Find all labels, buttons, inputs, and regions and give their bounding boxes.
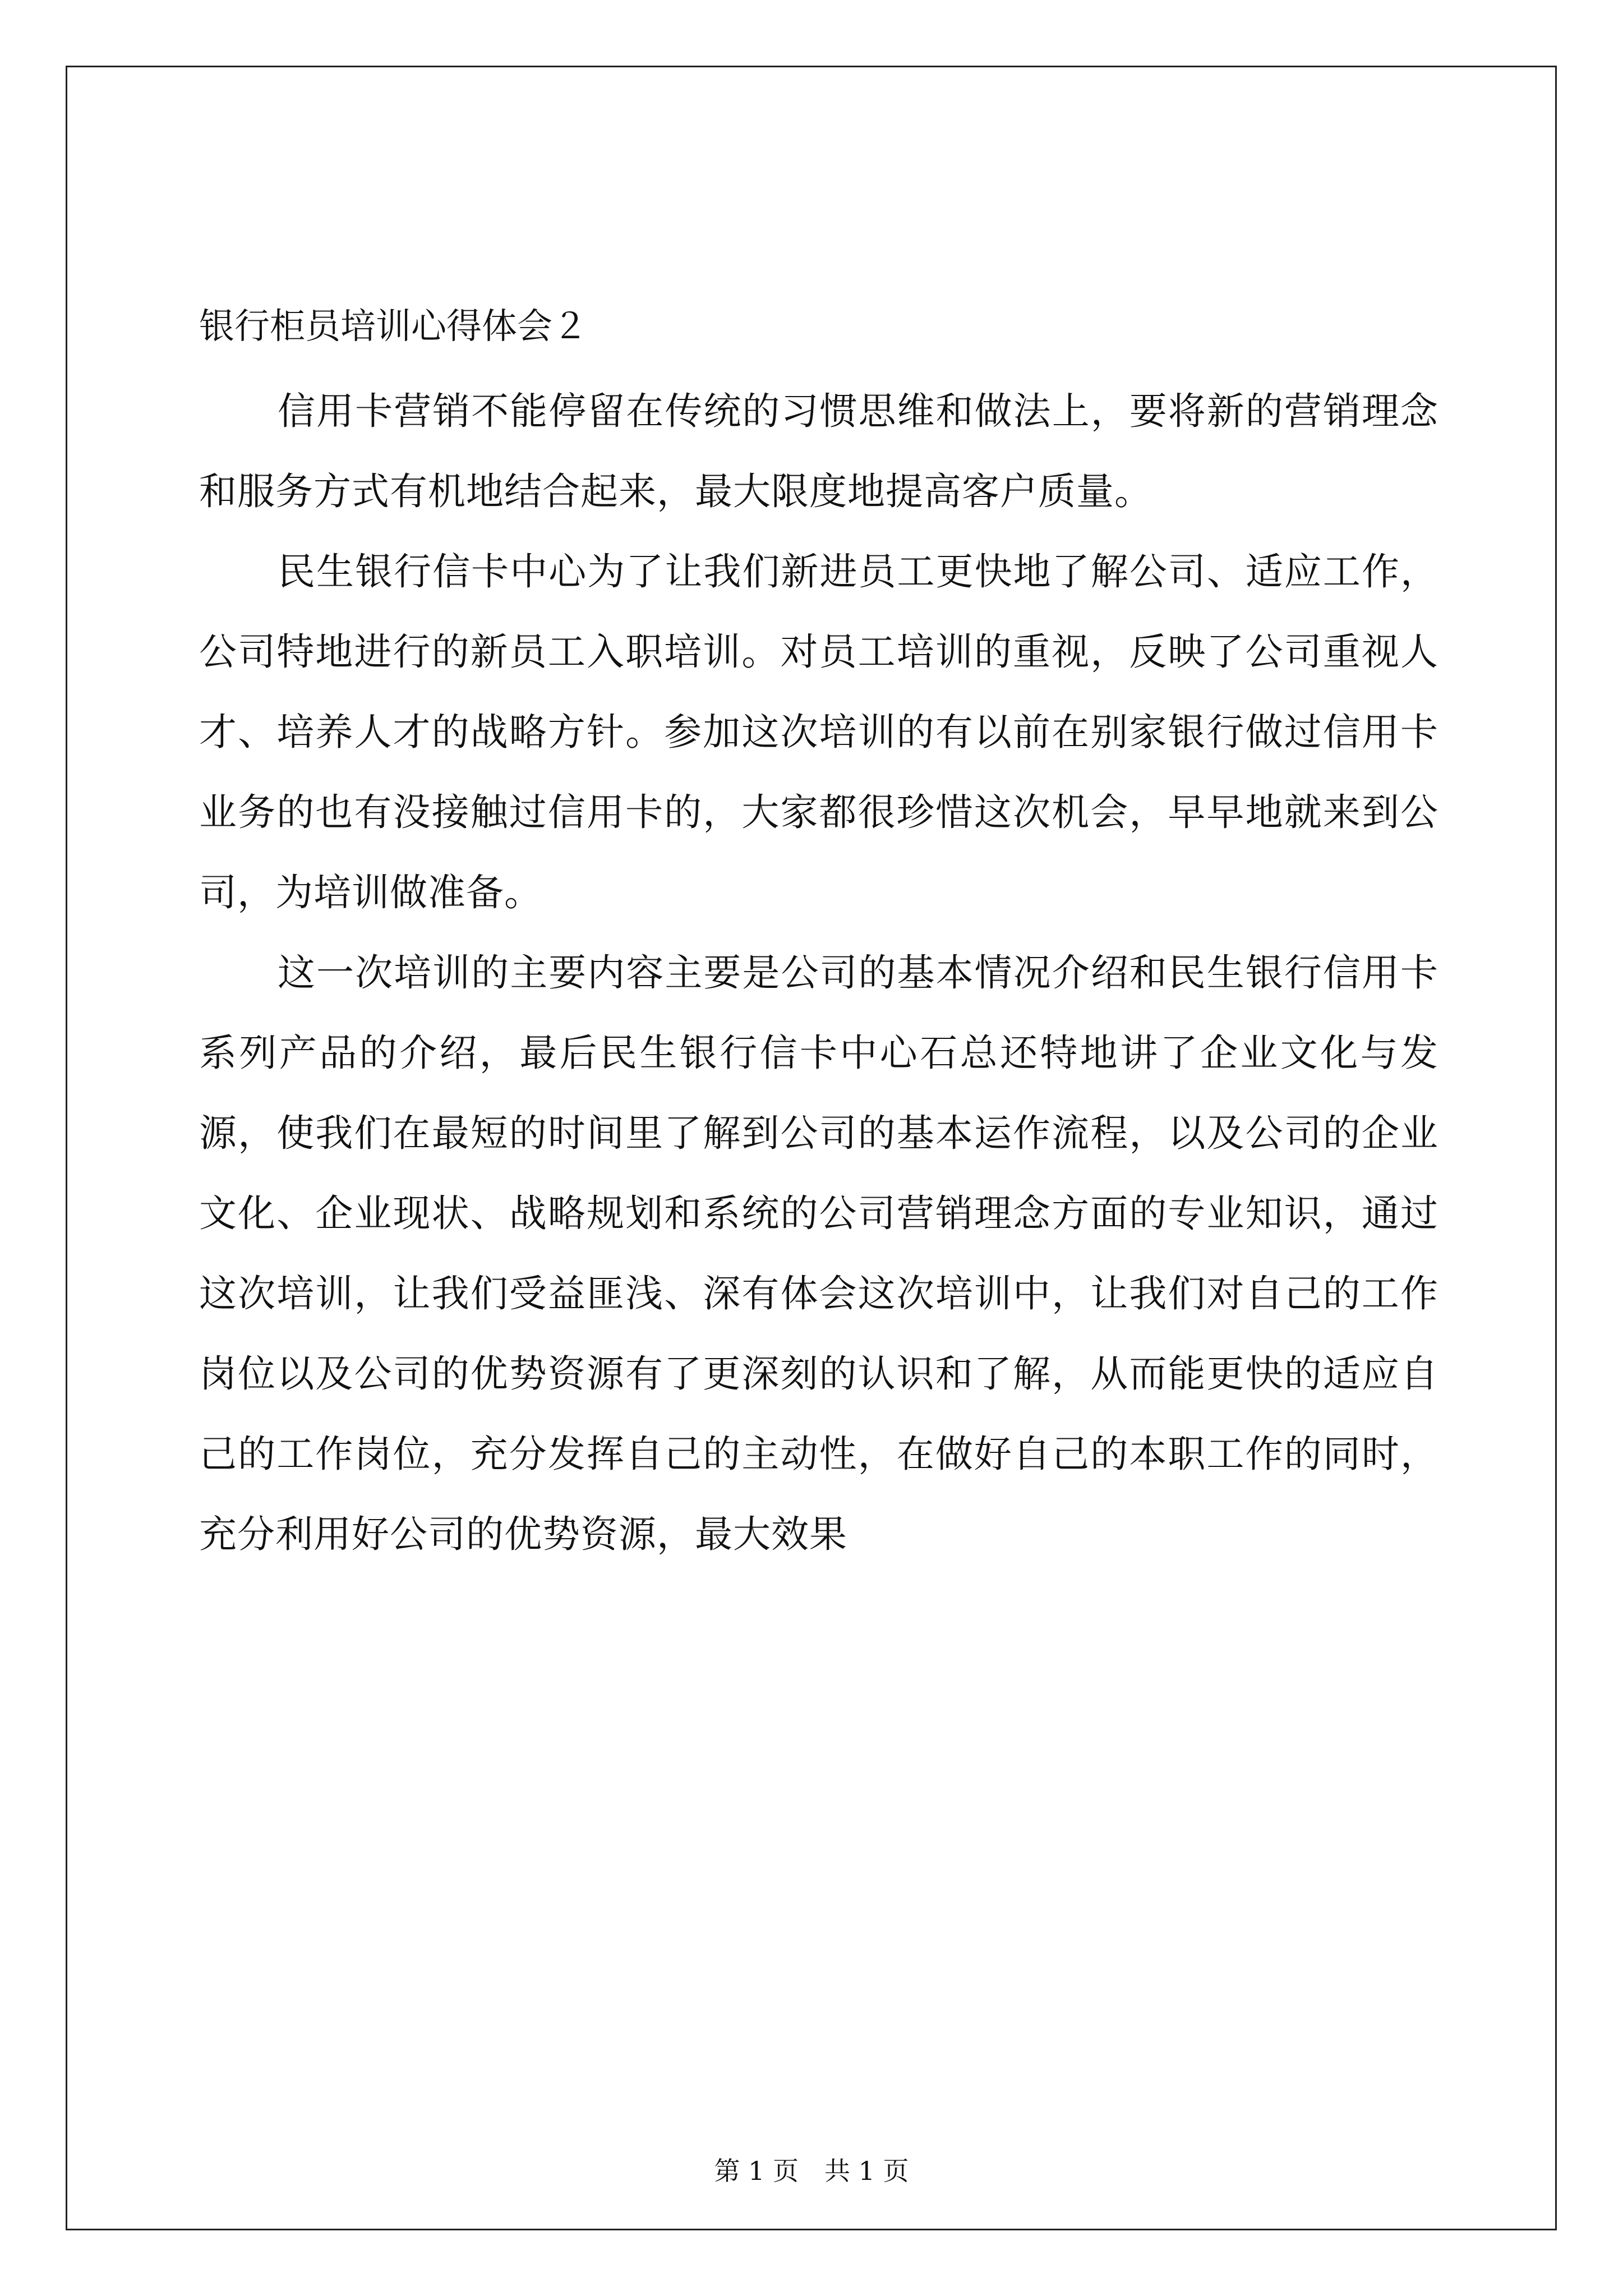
page-indicator: 第 1 页 共 1 页	[714, 2156, 909, 2186]
document-title: 银行柜员培训心得体会２	[199, 306, 588, 347]
paragraph-1: 信用卡营销不能停留在传统的习惯思维和做法上，要将新的营销理念和服务方式有机地结合起来，最大限度地提高客户质量。	[199, 389, 1438, 513]
paragraph-2: 民生银行信卡中心为了让我们新进员工更快地了解公司、适应工作，公司特地进行的新员工入职培训。对员工培训的重视，反映了公司重视人才、培养人才的战略方针。参加这次培训的有以前在别家银行做过信用卡业务的也有没接触过信用卡的，大家都很珍惜这次机会，早早地就来到公司，为培训做准备。	[199, 550, 1438, 914]
paragraph-3: 这一次培训的主要内容主要是公司的基本情况介绍和民生银行信用卡系列产品的介绍，最后民生银行信卡中心石总还特地讲了企业文化与发源，使我们在最短的时间里了解到公司的基本运作流程，以及公司的企业文化、企业现状、战略规划和系统的公司营销理念方面的专业知识，通过这次培训，让我们受益匪浅、深有体会这次培训中，让我们对自己的工作岗位以及公司的优势资源有了更深刻的认识和了解，从而能更快的适应自己的工作岗位，充分发挥自己的主动性，在做好自己的本职工作的同时，充分利用好公司的优势资源，最大效果	[199, 951, 1438, 1556]
document-body	[199, 282, 1438, 1575]
page-footer	[0, 2154, 1623, 2188]
